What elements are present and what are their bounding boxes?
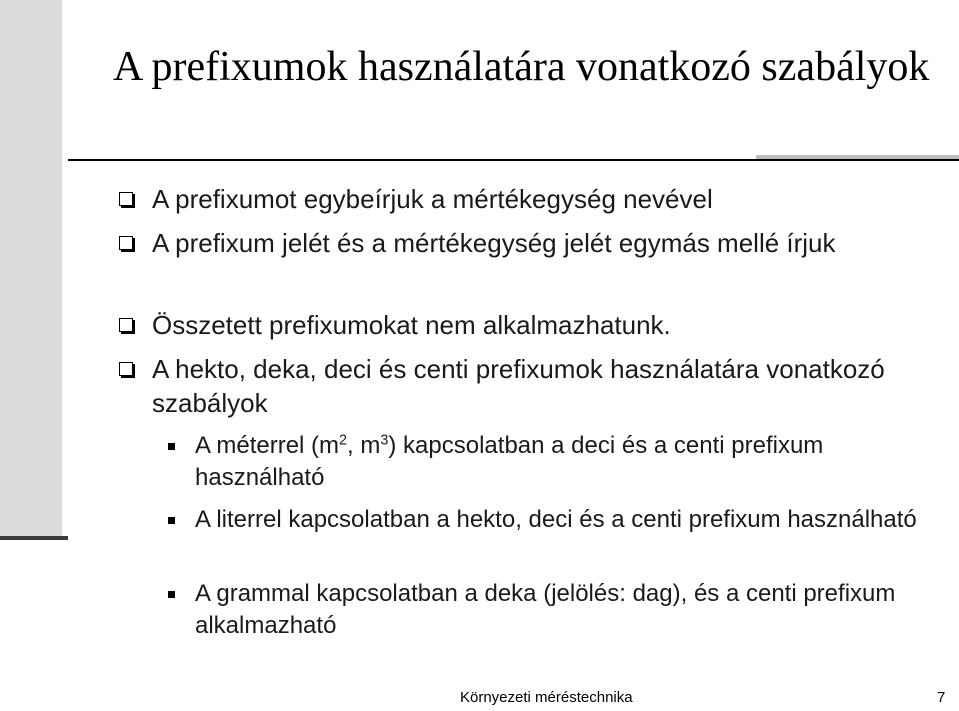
subbullet-2: A literrel kapcsolatban a hekto, deci és a centi prefixum használható — [195, 506, 917, 533]
subbullet-3: A grammal kapcsolatban a deka (jelölés: dag), és a centi prefixum alkalmazható — [195, 580, 896, 639]
square-bullet-icon — [168, 517, 175, 524]
bullet-1: A prefixumot egybeírjuk a mértékegység nevével — [152, 184, 713, 214]
checkbox-bullet-icon — [119, 362, 133, 376]
subbullet-1: A méterrel ($m^2$, $m^3$) kapcsolatban a deci és a centi prefixum használható — [195, 432, 824, 491]
checkbox-bullet-icon — [119, 192, 133, 206]
footer-course-name: Környezeti méréstechnika — [460, 689, 633, 706]
checkbox-bullet-icon — [119, 318, 133, 332]
checkbox-bullet-icon — [119, 236, 133, 250]
bullet-4: A hekto, deka, deci és centi prefixumok használatára vonatkozó szabályok — [152, 354, 885, 418]
page-number: 7 — [937, 689, 946, 706]
square-bullet-icon — [168, 591, 175, 598]
slide-title: A prefixumok használatára vonatkozó szabályok — [113, 44, 930, 90]
bullet-3: Összetett prefixumokat nem alkalmazhatunk. — [152, 310, 671, 340]
bullet-2: A prefixum jelét és a mértékegység jelét egymás mellé írjuk — [152, 228, 836, 258]
square-bullet-icon — [168, 443, 175, 450]
